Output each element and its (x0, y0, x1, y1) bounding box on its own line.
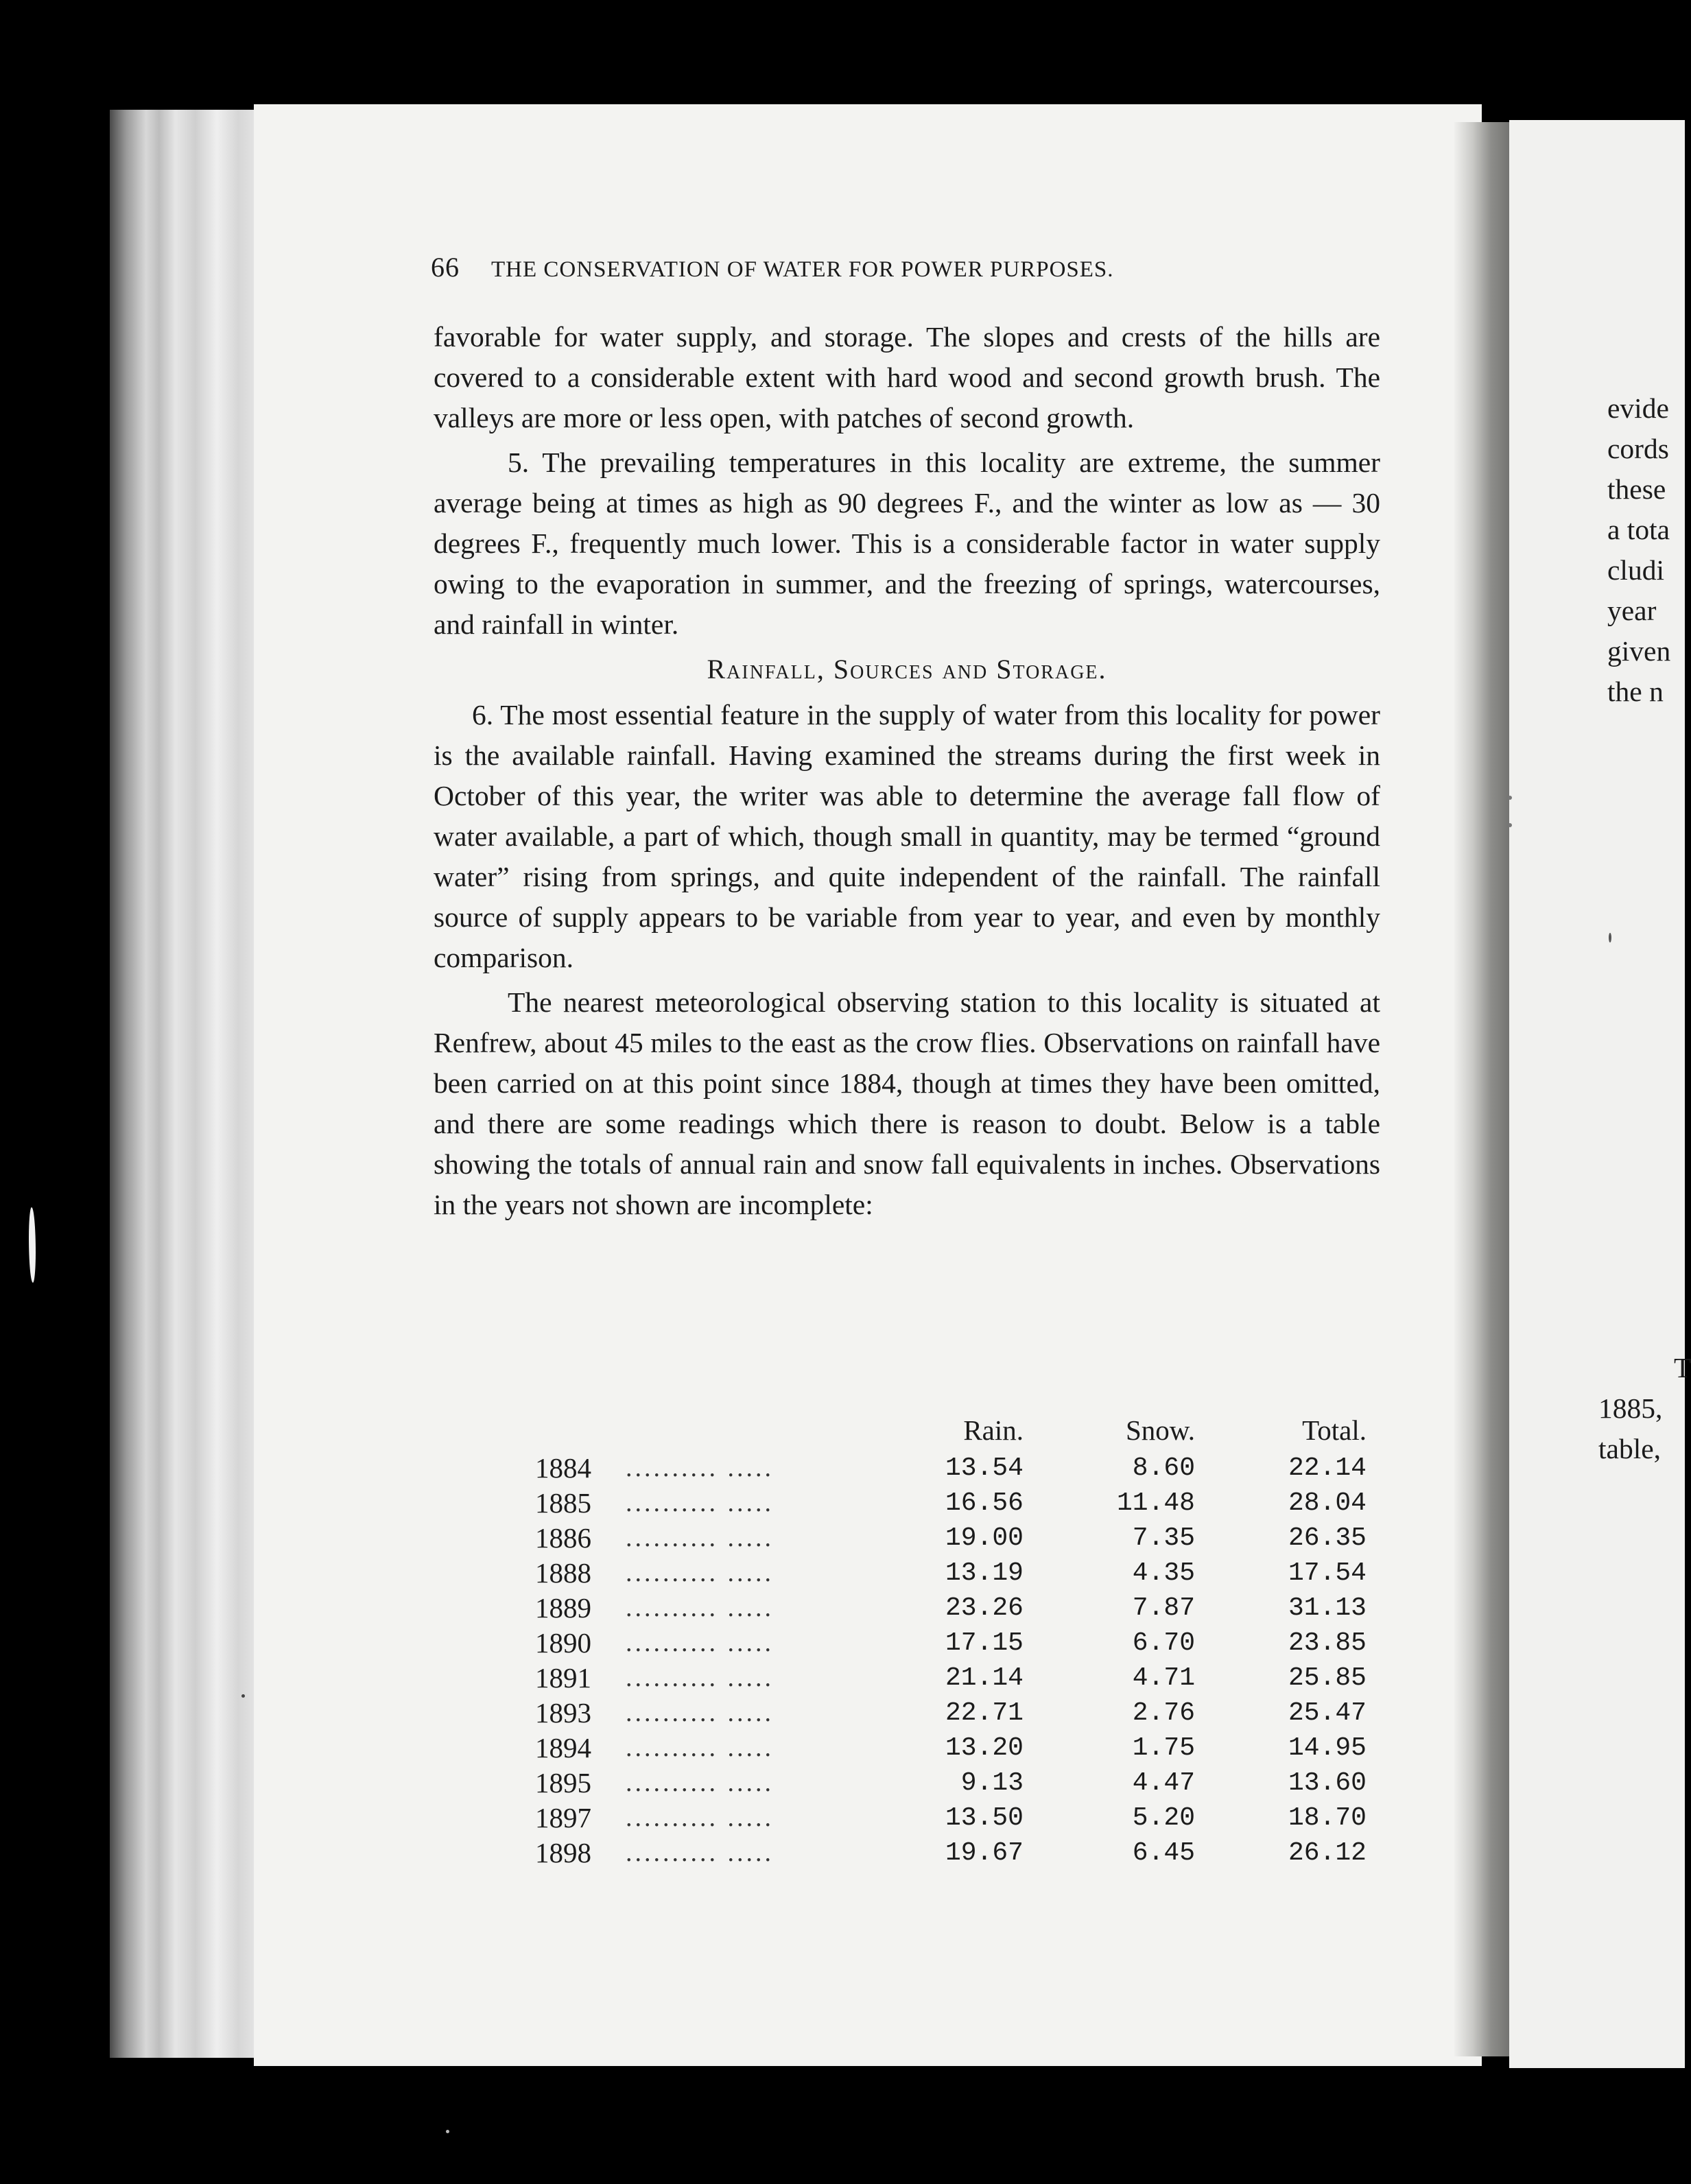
snow-cell: 5.20 (1132, 1803, 1195, 1833)
total-cell: 14.95 (1288, 1733, 1367, 1763)
dot-leader: .......... ..... (626, 1558, 774, 1587)
rain-cell: 19.67 (945, 1838, 1024, 1868)
running-head (431, 251, 1288, 292)
facing-line: year (1607, 595, 1657, 626)
year-cell: 1886 (535, 1522, 591, 1554)
snow-cell: 11.48 (1116, 1488, 1195, 1518)
scan-artifact (241, 1694, 245, 1698)
rain-cell: 19.00 (945, 1523, 1024, 1553)
rain-cell: 13.54 (945, 1453, 1024, 1483)
table-row (535, 1556, 1367, 1591)
paragraph-5: 5. The prevailing temperatures in this locality are extreme, the summer average being at times as high as 90 degrees F., and the winter as low as — 30 degrees F., frequently much lower. This is a considerable factor in water supply owing to the evaporation in summer, and the freezing of springs, watercourses, and rainfall in winter. (434, 447, 1380, 640)
rainfall-table (535, 1410, 1367, 1871)
total-cell: 28.04 (1288, 1488, 1367, 1518)
rain-cell: 22.71 (945, 1698, 1024, 1728)
table-row (535, 1661, 1367, 1696)
dot-leader: .......... ..... (626, 1768, 774, 1797)
total-cell: 25.47 (1288, 1698, 1367, 1728)
paragraph-6: 6. The most essential feature in the supply of water from this locality for power is the available rainfall. Having examined the streams during the first week in October of this year, the writer was able to determine the average fall flow of water available, a part of which, though small in quantity, may be termed “ground water” rising from springs, and quite independent of the rainfall. The rainfall source of supply appears to be variable from year to year, and even by monthly comparison. (434, 699, 1380, 973)
facing-page-text-top (1607, 388, 1670, 712)
snow-header: Snow. (1126, 1414, 1195, 1446)
snow-cell: 4.71 (1132, 1663, 1195, 1693)
snow-cell: 4.47 (1132, 1768, 1195, 1798)
book-gutter (1454, 122, 1516, 2056)
rain-cell: 17.15 (945, 1628, 1024, 1658)
year-cell: 1898 (535, 1837, 591, 1868)
rain-cell: 23.26 (945, 1593, 1024, 1623)
snow-cell: 6.45 (1132, 1838, 1195, 1868)
facing-line: table, (1598, 1433, 1662, 1464)
total-cell: 26.12 (1288, 1838, 1367, 1868)
facing-line: T (1674, 1352, 1691, 1384)
total-cell: 26.35 (1288, 1523, 1367, 1553)
rain-header: Rain. (963, 1414, 1024, 1446)
page-edge-stack (110, 110, 274, 2058)
rain-cell: 21.14 (945, 1663, 1024, 1693)
dot-leader: .......... ..... (626, 1838, 774, 1867)
total-cell: 23.85 (1288, 1628, 1367, 1658)
dot-leader: .......... ..... (626, 1523, 774, 1552)
page-number: 66 (431, 252, 460, 283)
year-cell: 1893 (535, 1697, 591, 1729)
snow-cell: 7.87 (1132, 1593, 1195, 1623)
year-cell: 1888 (535, 1557, 591, 1589)
table-row (535, 1626, 1367, 1661)
scan-artifact (446, 2130, 449, 2133)
total-cell: 13.60 (1288, 1768, 1367, 1798)
section-heading: Rainfall, Sources and Storage. (707, 654, 1107, 685)
facing-line: these (1607, 473, 1666, 505)
facing-line: cords (1607, 433, 1669, 464)
table-row (535, 1766, 1367, 1801)
table-row (535, 1486, 1367, 1521)
scan-artifact (1609, 933, 1611, 942)
table-row (535, 1451, 1367, 1486)
rain-cell: 9.13 (960, 1768, 1024, 1798)
paragraph-1: favorable for water supply, and storage. The slopes and crests of the hills are covered to a considerable extent with hard wood and second growth brush. The valleys are more or less open, with patches of second growth. (434, 321, 1380, 434)
snow-cell: 1.75 (1132, 1733, 1195, 1763)
dot-leader: .......... ..... (626, 1698, 774, 1727)
dot-leader: .......... ..... (626, 1488, 774, 1517)
facing-line: evide (1607, 392, 1669, 424)
snow-cell: 7.35 (1132, 1523, 1195, 1553)
total-cell: 17.54 (1288, 1558, 1367, 1588)
table-row (535, 1696, 1367, 1731)
scan-artifact (29, 1207, 36, 1283)
running-title: THE CONSERVATION OF WATER FOR POWER PURPOSES. (491, 257, 1114, 282)
scan-artifact (1508, 796, 1512, 800)
dot-leader: .......... ..... (626, 1733, 774, 1762)
year-cell: 1884 (535, 1452, 591, 1484)
facing-line: 1885, (1598, 1392, 1663, 1424)
facing-line: a tota (1607, 514, 1670, 545)
facing-line: the n (1607, 676, 1664, 707)
dot-leader: .......... ..... (626, 1803, 774, 1832)
year-cell: 1885 (535, 1487, 591, 1519)
year-cell: 1891 (535, 1662, 591, 1694)
dot-leader: .......... ..... (626, 1628, 774, 1657)
dot-leader: .......... ..... (626, 1453, 774, 1482)
total-cell: 22.14 (1288, 1453, 1367, 1483)
table-row (535, 1521, 1367, 1556)
scan-artifact (1508, 823, 1512, 827)
total-cell: 25.85 (1288, 1663, 1367, 1693)
table-row (535, 1731, 1367, 1766)
year-header (535, 1410, 626, 1451)
rain-cell: 13.50 (945, 1803, 1024, 1833)
year-cell: 1890 (535, 1627, 591, 1659)
paragraph-station: The nearest meteorological observing station to this locality is situated at Renfrew, about 45 miles to the east as the crow flies. Observations on rainfall have been carried on at this point since 1884, though at times they have been omitted, and there are some readings which there is reason to doubt. Below is a table showing the totals of annual rain and snow fall equivalents in inches. Observations in the years not shown are incomplete: (434, 986, 1380, 1220)
total-header: Total. (1302, 1414, 1367, 1446)
rain-cell: 13.20 (945, 1733, 1024, 1763)
dot-leader: .......... ..... (626, 1593, 774, 1622)
year-cell: 1897 (535, 1802, 591, 1833)
total-cell: 31.13 (1288, 1593, 1367, 1623)
table-row (535, 1591, 1367, 1626)
table-header-row (535, 1410, 1367, 1451)
rain-cell: 16.56 (945, 1488, 1024, 1518)
total-cell: 18.70 (1288, 1803, 1367, 1833)
dot-leader: .......... ..... (626, 1663, 774, 1692)
leader-header (626, 1410, 852, 1451)
facing-line: cludi (1607, 554, 1664, 586)
snow-cell: 8.60 (1132, 1453, 1195, 1483)
body-text (434, 317, 1380, 1229)
facing-line: given (1607, 635, 1671, 667)
table-row (535, 1836, 1367, 1871)
snow-cell: 6.70 (1132, 1628, 1195, 1658)
snow-cell: 4.35 (1132, 1558, 1195, 1588)
snow-cell: 2.76 (1132, 1698, 1195, 1728)
rain-cell: 13.19 (945, 1558, 1024, 1588)
year-cell: 1889 (535, 1592, 591, 1624)
year-cell: 1894 (535, 1732, 591, 1764)
facing-page-text-bottom (1598, 1348, 1691, 1469)
table-row (535, 1801, 1367, 1836)
year-cell: 1895 (535, 1767, 591, 1799)
